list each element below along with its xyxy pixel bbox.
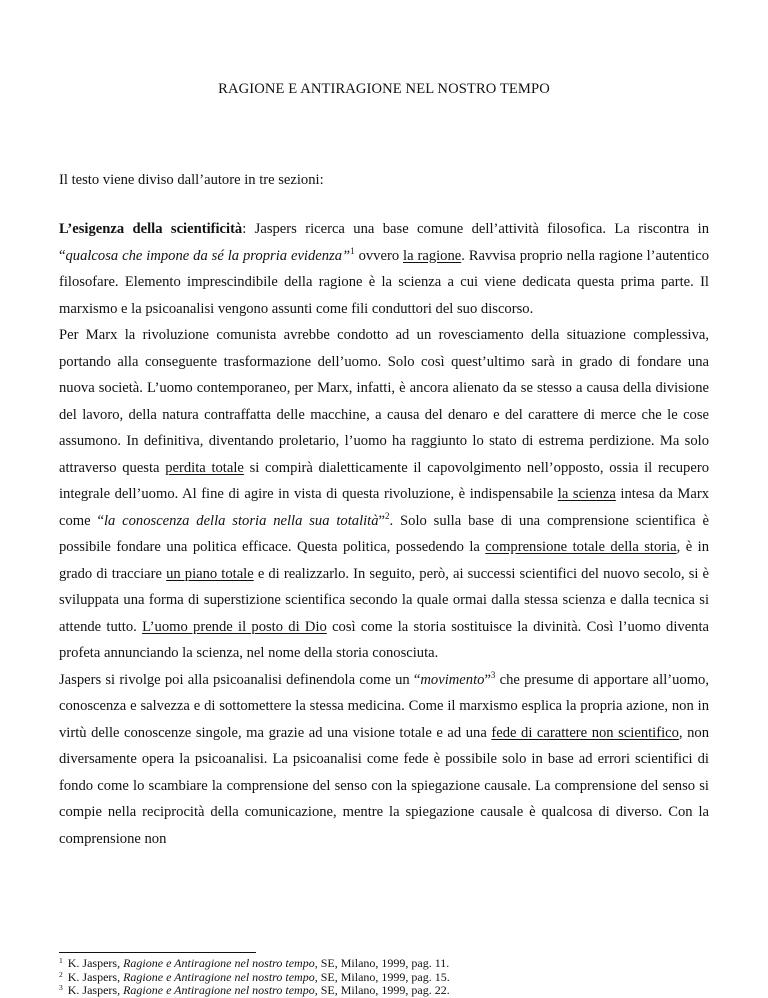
footnote-2: $^2$ K. Jaspers, Ragione e Antiragione nel nostro tempo, SE, Milano, 1999, pag. 15.	[59, 969, 450, 984]
intro-line: Il testo viene diviso dall’autore in tre sezioni:	[59, 172, 324, 188]
footnote-ref: 2	[385, 510, 390, 521]
section-heading: L’esigenza della scientificità	[59, 221, 243, 237]
footnote-ref: 3	[490, 669, 496, 680]
paragraph-marx: Per Marx la rivoluzione comunista avrebbe condotto ad un rovesciamento della situazione complessiva, portando alla conseguente trasformazione dell’uomo. Solo così quest’ultimo sarà in grado di fondare una nuova società. L’uomo contemporaneo, per Marx, infatti, è ancora alienato da se stesso a causa della divisione del lavoro, della natura contraffatta delle macchine, a causa del denaro e del carattere di merce che le cose assumono. In definitiva, diventando proletario, l’uomo ha raggiunto lo stato di estrema perdizione. Ma solo attraverso questa perdita totale si compirà dialetticamente il capovolgimento nell’opposto, ossia il recupero integrale dell’uomo. Al fine di agire in vista di questa rivoluzione, è indispensabile la scienza intesa da Marx come “la conoscenza della storia nella sua totalità”$^2$. Solo sulla base di una comprensione scientifica è possibile fondare una politica efficace. Questa politica, possedendo la comprensione totale della storia, è in grado di tracciare un piano totale e di realizzarlo. In seguito, però, ai successi scientifici del nuovo secolo, si è sviluppata una forma di superstizione scientifica secondo la quale ormai dalla stessa scienza e dalla tecnica si attende tutto. L’uomo prende il posto di Dio così come la storia sostituisce la divinità. Così l’uomo diventa profeta annunciando la scienza, nel nome della storia conosciuta.	[59, 327, 710, 661]
footnote-1: $^1$ K. Jaspers, Ragione e Antiragione nel nostro tempo, SE, Milano, 1999, pag. 11.	[59, 956, 450, 970]
page-title: RAGIONE E ANTIRAGIONE NEL NOSTRO TEMPO	[218, 81, 550, 97]
paragraph-scientificita: L’esigenza della scientificità: Jaspers ricerca una base comune dell’attività filosofica. La riscontra in “qualcosa che impone da sé la propria evidenza”$^1$ ovvero la ragione. Ravvisa proprio nella ragione l’autentico filosofare. Elemento imprescindibile della ragione è la scienza a cui viene dedicata questa prima parte. Il marxismo e la psicoanalisi vengono assunti come fili conduttori del suo discorso.	[59, 221, 710, 317]
footnote-separator	[59, 952, 256, 953]
footnotes	[59, 957, 450, 998]
footnote-3: $^3$ K. Jaspers, Ragione e Antiragione nel nostro tempo, SE, Milano, 1999, pag. 22.	[59, 983, 450, 997]
body-text	[59, 216, 709, 852]
paragraph-psicoanalisi: Jaspers si rivolge poi alla psicoanalisi definendola come un “movimento”$^3$ che presume di apportare all’uomo, conoscenza e salvezza e di sottomettere la stessa medicina. Come il marxismo esplica la propria azione, non in virtù delle conoscenze singole, ma grazie ad una visione totale e ad una fede di carattere non scientifico, non diversamente opera la psicoanalisi. La psicoanalisi come fede è possibile solo in base ad errori scientifici di fondo come lo scambiare la comprensione del senso con la spiegazione causale. La comprensione del senso si compie nella reciprocità della comunicazione, mentre la spiegazione causale è qualcosa di diverso. Con la comprensione non	[59, 669, 710, 847]
footnote-ref: 1	[350, 245, 355, 256]
